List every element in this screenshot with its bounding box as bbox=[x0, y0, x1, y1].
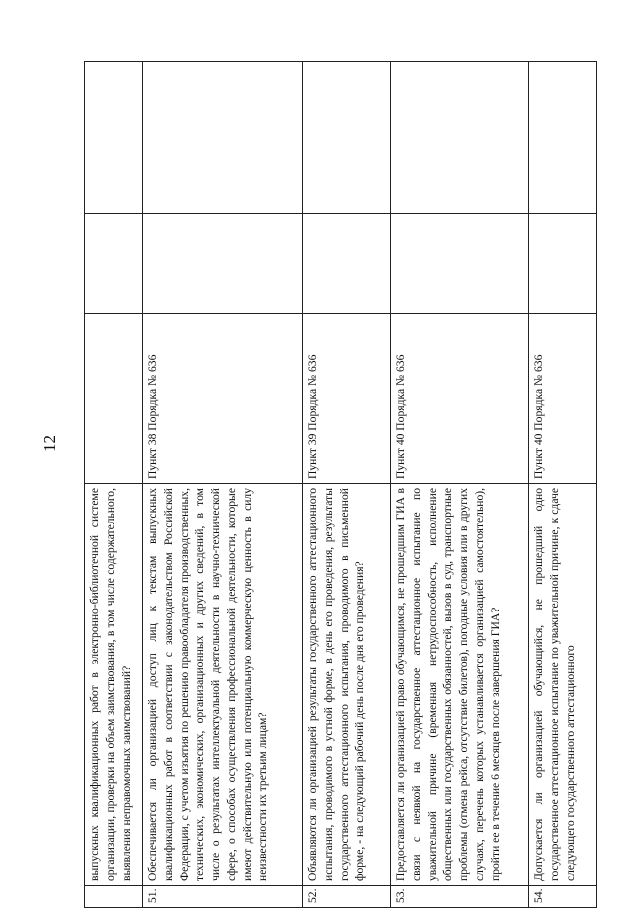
answer-cell bbox=[529, 214, 597, 314]
question-text: выпускных квалификационных работ в электронно-библиотечной системе организации, проверки на объем заимствования, в том числе содержательного, выявления неправомочных заимствований? bbox=[85, 484, 143, 886]
legal-reference: Пункт 38 Порядка № 636 bbox=[143, 314, 303, 484]
checklist-table-container bbox=[84, 62, 596, 908]
row-number: 52. bbox=[303, 886, 391, 908]
table-row bbox=[391, 62, 529, 908]
legal-reference: Пункт 39 Порядка № 636 bbox=[303, 314, 391, 484]
table-row bbox=[303, 62, 391, 908]
checklist-table bbox=[84, 61, 597, 908]
answer-cell bbox=[143, 214, 303, 314]
question-text: Обеспечивается ли организацией доступ лиц к текстам выпускных квалификационных работ в соответствии с законодательством Российской Федерации, с учетом изъятия по решению правообладателя производственных, технических, экономических, организационных и других сведений, в том числе о результатах интеллектуальной деятельности в научно-технической сфере, о способах осуществления профессиональной деятельности, которые имеют действительную или потенциальную коммерческую ценность в силу неизвестности их третьим лицам? bbox=[143, 484, 303, 886]
answer-cell bbox=[303, 214, 391, 314]
note-cell bbox=[303, 62, 391, 214]
table-row bbox=[529, 62, 597, 908]
question-text: Допускается ли организацией обучающийся, не прошедший одно государственное аттестационное испытание по уважительной причине, к сдаче следующего государственного аттестационного bbox=[529, 484, 597, 886]
question-text: Объявляются ли организацией результаты государственного аттестационного испытания, проводимого в устной форме, в день его проведения, результаты государственного аттестационного испытания, проводимого в письменной форме, - на следующий рабочий день после дня его проведения? bbox=[303, 484, 391, 886]
table-row bbox=[85, 62, 143, 908]
page-number: 12 bbox=[40, 435, 59, 452]
legal-reference: Пункт 40 Порядка № 636 bbox=[529, 314, 597, 484]
note-cell bbox=[85, 62, 143, 214]
row-number: 53. bbox=[391, 886, 529, 908]
row-number: 51. bbox=[143, 886, 303, 908]
note-cell bbox=[391, 62, 529, 214]
note-cell bbox=[143, 62, 303, 214]
question-text: Предоставляется ли организацией право обучающимся, не прошедшим ГИА в связи с неявкой на государственное аттестационное испытание по уважительной причине (временная нетрудоспособность, исполнение общественных или государственных обязанностей, вызов в суд, транспортные проблемы (отмена рейса, отсутствие билетов), погодные условия или в других случаях, перечень которых устанавливается организацией самостоятельно), пройти ее в течение 6 месяцев после завершения ГИА? bbox=[391, 484, 529, 886]
note-cell bbox=[529, 62, 597, 214]
legal-reference bbox=[85, 314, 143, 484]
answer-cell bbox=[85, 214, 143, 314]
answer-cell bbox=[391, 214, 529, 314]
row-number: 54. bbox=[529, 886, 597, 908]
table-row bbox=[143, 62, 303, 908]
row-number bbox=[85, 886, 143, 908]
legal-reference: Пункт 40 Порядка № 636 bbox=[391, 314, 529, 484]
